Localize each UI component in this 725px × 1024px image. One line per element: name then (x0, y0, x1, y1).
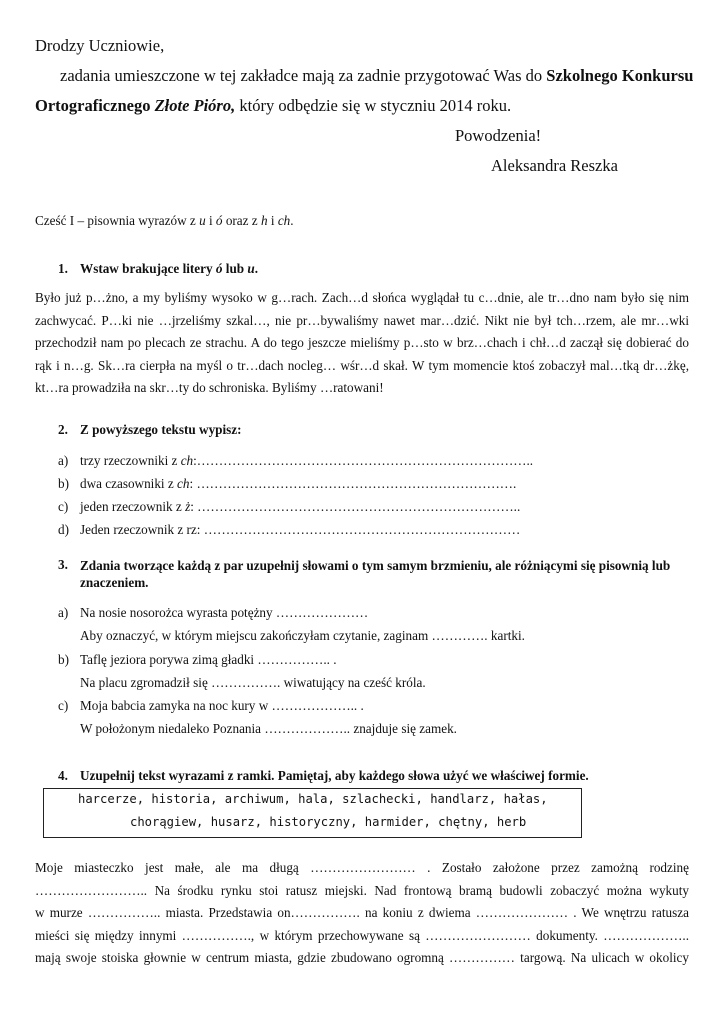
part-letter-o: ó (215, 213, 223, 228)
intro-line-1 (60, 66, 693, 86)
task3-item-label: c) (58, 698, 69, 713)
task1-title (80, 261, 258, 277)
task2-number: 2. (58, 422, 68, 437)
intro-text: zadania umieszczone w tej zakładce mają za zadnie przygotować Was do (60, 66, 547, 85)
task2-item-c (80, 499, 520, 515)
part-heading-conj: i (267, 213, 278, 228)
task1-letter-o: ó (215, 261, 223, 276)
task1-line: zachwycać. P…ki nie …jrzeliśmy szkal…, nie pr…bywaliśmy nawet mar…dzić. Nikt nie był tch…rzem, ale mr…wki (35, 312, 689, 328)
contest-title: Złote Pióro, (154, 96, 236, 115)
contest-name-part1: Szkolnego Konkursu (546, 66, 694, 85)
task4-line: Moje miasteczko jest małe, ale ma długą …………………… . Zostało założone przez zamożną rodzinę (35, 860, 689, 875)
task2-item-text: dwa czasowniki z (80, 476, 178, 491)
task2-item-label: a) (58, 453, 69, 468)
task2-item-key: ch (180, 453, 194, 468)
task4-line: w murze …………….. miasta. Przedstawia on……………. na koniu z dwiema ………………… . We wnętrzu ratusza (35, 905, 689, 921)
task2-item-a (80, 453, 533, 469)
task2-item-label: d) (58, 522, 69, 537)
word-box-line: harcerze, historia, archiwum, hala, szlachecki, handlarz, hałas, (78, 792, 548, 806)
task3-item-label: a) (58, 605, 69, 620)
task1-title-conj: lub (222, 261, 248, 276)
part-letter-h: h (260, 213, 268, 228)
task2-item-key: ż (185, 499, 191, 514)
task1-line: rąk i n…g. Sk…ra cierpła na myśl o tr…dach nocleg… wśr…d skał. W tym momencie ktoś zobaczył mal…tką dr…żkę, (35, 357, 689, 373)
wish: Powodzenia! (455, 126, 542, 145)
task2-item-label: c) (58, 499, 69, 514)
task2-item-blank: ……………………………………………………………… (203, 522, 521, 537)
task2-item-text: jeden rzeczownik z (80, 499, 186, 514)
task3-sentence: Aby oznaczyć, w którym miejscu zakończyłam czytanie, zaginam …………. kartki. (80, 628, 525, 643)
greeting: Drodzy Uczniowie, (35, 36, 165, 55)
intro-date-text: który odbędzie się w styczniu 2014 roku. (235, 96, 512, 115)
task2-item-b (80, 476, 516, 492)
task4-line: mają swoje stoiska głownie w centrum miasta, gdzie zbudowano ogromną …………… targową. Na ulicach w okolicy (35, 950, 689, 966)
part-heading-text: Cześć I – pisownia wyrazów z (35, 213, 200, 228)
task2-item-d (80, 522, 520, 538)
task2-item-blank: : ……………………………………………………………….. (190, 499, 521, 514)
task3-sentence: W położonym niedaleko Poznania ……………….. znajduje się zamek. (80, 721, 457, 736)
task2-item-label: b) (58, 476, 69, 491)
part-heading-end: . (290, 213, 294, 228)
part-heading-conj: i (205, 213, 216, 228)
word-box-line: chorągiew, husarz, historyczny, harmider, chętny, herb (130, 815, 527, 829)
task4-line: mieści się między innymi ……………., w którym przechowywane są …………………… dokumenty. ……………….. (35, 927, 689, 943)
task2-item-text: trzy rzeczowniki z (80, 453, 181, 468)
task4-line: …………………….. Na środku rynku stoi ratusz miejski. Nad frontową bramą budowli zobaczyć można wykuty (35, 882, 689, 898)
task3-item-label: b) (58, 652, 69, 667)
task2-title: Z powyższego tekstu wypisz: (80, 422, 242, 437)
task1-title-text: Wstaw brakujące litery (80, 261, 216, 276)
task3-sentence: Taflę jeziora porywa zimą gładki …………….. . (80, 652, 337, 667)
task3-sentence: Na placu zgromadził się ……………. wiwatujący na cześć króla. (80, 675, 426, 690)
task2-item-blank: : ………………………………………………………………. (189, 476, 517, 491)
task1-number: 1. (58, 261, 68, 276)
signature: Aleksandra Reszka (491, 156, 618, 175)
task3-number: 3. (58, 557, 68, 572)
intro-line-2 (35, 96, 511, 116)
part-heading (35, 213, 294, 229)
task4-number: 4. (58, 768, 68, 783)
task2-item-key: ch (177, 476, 190, 491)
task1-paragraph (35, 287, 689, 400)
task1-title-end: . (254, 261, 259, 276)
task3-sentence: Moja babcia zamyka na noc kury w ……………….. . (80, 698, 364, 713)
task1-letter-u: u (247, 261, 255, 276)
part-letter-u: u (199, 213, 206, 228)
part-heading-conj: oraz z (222, 213, 261, 228)
task2-item-blank: :………………………………………………………………….. (193, 453, 534, 468)
word-box (43, 788, 582, 838)
task3-sentence: Na nosie nosorożca wyrasta potężny ………………… (80, 605, 369, 620)
task2-item-text: Jeden rzeczownik z rz: (80, 522, 204, 537)
part-letter-ch: ch (277, 213, 291, 228)
task1-line: kt…ra prowadziła na skr…ty do schroniska. Byliśmy …ratowani! (35, 380, 384, 396)
task4-title: Uzupełnij tekst wyrazami z ramki. Pamiętaj, aby każdego słowa użyć we właściwej formie. (80, 768, 589, 783)
contest-name-part2: Ortograficznego (35, 96, 155, 115)
task4-paragraph (35, 857, 689, 970)
task1-line: Było już p…żno, a my byliśmy wysoko w g…rach. Zach…d słońca wyglądał tu c…dnie, ale tr…dno nam było się nim (35, 290, 689, 305)
task3-title: Zdania tworzące każdą z par uzupełnij słowami o tym samym brzmieniu, ale różniącymi się pisownią lub znaczeniem. (80, 558, 671, 590)
task1-line: przechodził nam po plecach ze strachu. A do tego jeszcze mieliśmy p…sto w brz…chach i chł…d zaczął się dobierać do (35, 335, 689, 351)
